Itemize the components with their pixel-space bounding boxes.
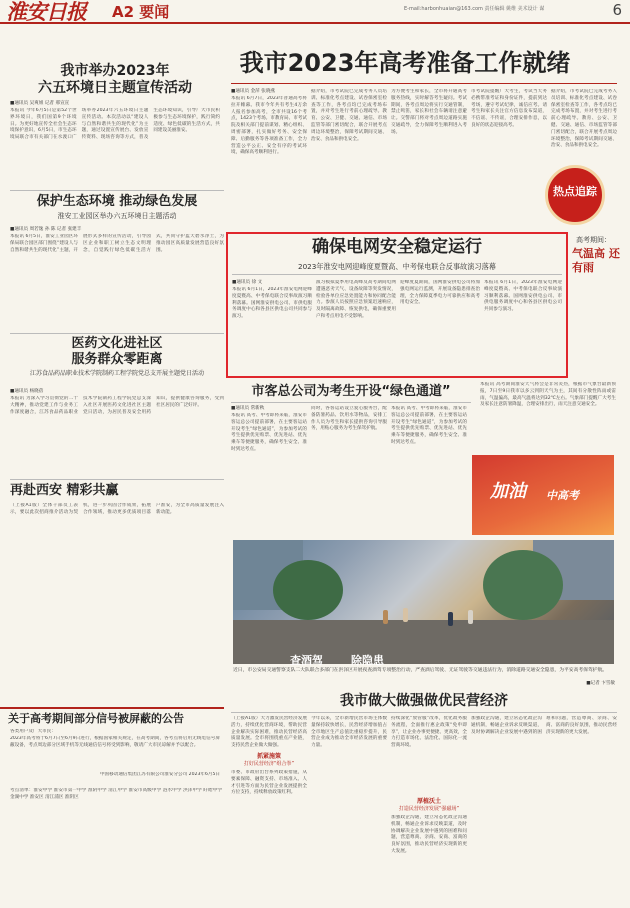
photo-title-1: 查酒驾 [290, 654, 323, 667]
green-channel-body-3: 本报讯 高考、中考即将来临，淮安市客运总公司提前部署，在主要客运站开设考生“绿色通道”，为参加考试的考生提供优先购票、优先进站、优先乘车等便捷服务，确保考生安全、准时到达考点。 [391, 406, 467, 445]
bottom-body-4: 持续深化“放管服”改革，优化政务服务流程，全面推行惠企政策“免申即享”，让企业办事更便捷、更高效，全力打造市场化、法治化、国际化一流营商环境。 [391, 716, 467, 749]
banner-body-1: 本报讯 6月7日，2023年普通高考将拉开帷幕。我市今年共有考生4万余人报名参加高考，全市共设16个考点，1423个考场。市教育局、市考试院及相关部门提前谋划、精心组织、周密部署，扎实做好考务、安全保障、后勤服务等各项准备工作，全力营造公平公正、安全有序的考试环境，确保高考顺利进行。 [231, 96, 307, 156]
bottom-subhead-2: 厚植沃土 [416, 798, 441, 805]
article-3-title-line-2: 服务群众零距离 [71, 352, 163, 367]
article-3-subtitle: 江苏食品药品职业技术学院制药工程学院党总支开展主题党日活动 [29, 370, 204, 377]
bottom-subhead-1: 抓紧施策 [256, 753, 281, 760]
banner-headline-text: 我市2023年高考准备工作就绪 [239, 49, 571, 77]
article-1-title-line-1: 我市举办2023年 [60, 63, 170, 79]
bottom-subhead-1b: 打好民营经济“组合拳” [243, 761, 295, 767]
article-2-body: 本报讯 6月5日，淮安工业园区环保局联合园区部门围绕“建设人与自然和谐共生的现代化”主题，开展形式多样的宣传活动，引导园区企业和职工树立生态文明理念，自觉践行绿色低碳生活方式，共同守护蓝天碧水净土，为推动园区高质量发展营造良好氛围。 [10, 234, 224, 253]
green-channel-title: 市客总公司为考生开设“绿色通道” [251, 384, 451, 399]
cheer-text-1: 加油 [490, 481, 526, 502]
article-3-byline: ■通讯员 杨晓蓓 [10, 389, 44, 394]
green-channel-body-1: 本报讯 高考、中考即将来临，淮安市客运总公司提前部署，在主要客运站开设考生“绿色通道”，为参加考试的考生提供优先购票、优先进站、优先乘车等便捷服务，确保考生安全、准时到达考点。 [231, 413, 307, 452]
bottom-body-1: （上接A1版）大力激发民营经济发展活力，持续优化营商环境，帮助民营企业解决实际困难，推动民营经济高质量发展。全市将围绕重点产业链，支持民营企业做大做强。 [231, 716, 307, 749]
banner-body-5: 据介绍，市考试院已完成考务人员培训、标准化考点建设、试卷保密室检查等工作，各考点均已完成考场布置，并对考生进行考前心理疏导。教育、公安、卫健、交通、通信、市场监管等部门密切配合，联合开展考点周边环境整治，保障考试期间交通、治安、食品和供电安全。 [551, 89, 617, 149]
notice-list: 考点清单：淮安中学 淮安市第一中学 淮阴中学 清江中学 淮安市高级中学 涟水中学 洪泽中学 盱眙中学 金湖中学 淮安区 清江浦区 淮阴区 [10, 788, 222, 800]
divider [231, 712, 617, 713]
newspaper-logo: 淮安日报 [6, 0, 86, 24]
masthead-meta: E-mail:harbonhuaian@163.com 责任编辑 姚维 美术设计 谋 [404, 6, 545, 12]
photo-title-2: 除隐患 [351, 654, 384, 667]
notice-body: 2023年高考将于6月7日至6月9日进行，根据国家相关规定，在高考期间，各考点将启用无线电信号屏蔽设备，考点周边部分区域手机等无线通信信号将受到影响，敬请广大市民谅解并予以配合。 [10, 736, 220, 748]
hot-topic-badge: 热点追踪 [545, 165, 605, 225]
article-1-title-line-2: 六五环境日主题宣传活动 [38, 80, 192, 96]
weather-title: 气温高 还有雨 [572, 247, 620, 274]
divider [232, 274, 562, 275]
article-2-title: 保护生态环境 推动绿色发展 [36, 194, 198, 209]
notice-greeting: 各类用户及广大市民： [10, 729, 56, 734]
article-2-byline: ■通讯员 周若逸 孙 陈 记者 张建丰 [10, 227, 82, 232]
article-3-title-line-1: 医药文化进社区 [71, 336, 163, 351]
divider [10, 479, 224, 480]
highlight-subtitle: 2023年淮安电网迎峰度夏暨高、中考保电联合反事故演习落幕 [298, 262, 496, 271]
notice-signature: 中国移动通信集团江苏有限公司淮安分公司 2023年6月5日 [99, 772, 220, 777]
divider [231, 402, 471, 403]
green-channel-byline: ■通讯员 常新秋 [231, 406, 265, 411]
divider [10, 333, 224, 334]
bottom-subhead-2b: 打造民营经济发展“强磁场” [398, 806, 460, 812]
highlight-body-4: 本报讯 6月1日，2023年淮安电网迎峰度夏暨高、中考保电联合反事故演习顺利落幕。国网淮安供电公司、市供电服务调度中心和各县区供电公司共同参与演习。 [484, 280, 562, 313]
article-2-subtitle: 淮安工业园区举办六五环境日主题活动 [57, 212, 177, 220]
article-3-body: 本报讯 为深入学习贯彻党的二十大精神，推动党建工作与业务工作深度融合，江苏食品药品职业技术学院制药工程学院党总支深入社区开展医药文化进社区主题党日活动，为居民普及安全用药知识，提供健康咨询服务，受到社区居民的广泛好评。 [10, 396, 224, 415]
banner-byline-1: ■通讯员 金萍 张晓燕 [231, 89, 276, 94]
section-label: A2 要闻 [112, 3, 170, 21]
highlight-body-3: 迎峰度夏期间，国网淮安供电公司将加强电网运行监测，开展设备隐患排查治理，全力保障夏季电力可靠供应和高考用电安全。 [400, 280, 480, 306]
photo-caption: 近日，市公安局交通警察支队二大队联合多部门在洪泽区开展夜查酒驾专项整治行动，严查酒后驾驶、无证驾驶等交通违法行为，消除道路交通安全隐患，为平安高考保驾护航。 [233, 668, 608, 673]
highlight-body-1: 本报讯 6月1日，2023年淮安电网迎峰度夏暨高、中考保电联合反事故演习顺利落幕。国网淮安供电公司、市供电服务调度中心和各县区供电公司共同参与演习。 [232, 287, 312, 320]
article-1-byline: ■通讯员 吴爽姐 记者 邢宣宣 [10, 101, 70, 106]
news-photo [233, 540, 614, 664]
highlight-byline: ■通讯员 徐 文 [232, 280, 263, 285]
highlight-body-2: 演习模拟夏季用电高峰及高考期间电网遭遇恶劣天气、设备故障等突发情况，检验各单位应急处置能力和协同配合能力。参演人员按照应急预案迅速响应，及时隔离故障、恢复供电，确保重要用户和考点用电不受影响。 [316, 280, 396, 319]
green-channel-body-2: 同时，各客运站设立爱心服务台，配备防暑药品、饮用水等物品，安排工作人员为考生和家长提供咨询引导服务，用贴心服务为考生保驾护航。 [311, 406, 387, 432]
photo-byline: ■记者 卞雪敏 [586, 681, 615, 686]
banner-body-2: 据介绍，市考试院已完成考务人员培训、标准化考点建设、试卷保密室检查等工作，各考点均已完成考场布置，并对考生进行考前心理疏导。教育、公安、卫健、交通、通信、市场监管等部门密切配合，联合开展考点周边环境整治，保障考试期间交通、治安、食品和供电安全。 [311, 89, 387, 142]
banner-headline [237, 49, 573, 77]
page-number: 6 [612, 1, 622, 19]
bottom-body-4b: 加强政企沟通，建立常态化政企沟通机制，畅通企业诉求反映渠道，及时协调解决企业发展中遇到的困难和问题，营造尊商、亲商、安商、富商的良好氛围，推动民营经济实现新的更大发展。 [391, 815, 467, 854]
bottom-body-5: 加强政企沟通，建立常态化政企沟通机制，畅通企业诉求反映渠道，及时协调解决企业发展中遇到的困难和问题，营造尊商、亲商、安商、富商的良好氛围，推动民营经济实现新的更大发展。 [471, 716, 617, 735]
weather-kicker: 高考期间： [576, 236, 611, 244]
banner-body-3: 为方便考生和家长，全市将开通高考服务热线，实时解答考生疑问。考试期间，各考点周边将实行交通管制，禁止鸣笛，家长和社会车辆请注意避让。交警部门将对考点周边道路实施交通疏导，全力保障考生顺利进入考场。 [391, 89, 467, 135]
masthead [0, 0, 630, 24]
bottom-headline: 我市做大做强做优民营经济 [340, 693, 508, 709]
divider [10, 190, 224, 191]
bottom-body-2: 市委、市政府出台系列政策措施，从要素保障、融资支持、市场准入、人才引进等方面为民营企业发展提供全方位支持，持续释放政策红利。 [231, 770, 307, 796]
cheer-banner [472, 455, 614, 535]
article-4-body: （上接A1版）全体干部员工表示，要以此次招商推介活动为契机，进一步巩固合作成果，拓展合作领域，推动更多优质项目落户淮安，为全市高质量发展注入新动能。 [10, 503, 224, 515]
banner-rule [231, 83, 617, 84]
article-4-title: 再赴西安 精彩共赢 [10, 483, 119, 498]
bottom-body-3: 今年以来，全市新增民营市场主体数量保持较快增长，民营经济增加值占全市地区生产总值比重稳步提升，民营企业成为推动全市经济发展的重要力量。 [311, 716, 387, 749]
cheer-text-2: 中高考 [546, 489, 579, 502]
banner-body-4: 市考试院提醒广大考生，考试当天务必携带准考证和身份证件，提前到达考场，遵守考试纪律，诚信应考。请考生和家长关注官方信息发布渠道，不信谣、不传谣，合理安排作息，以良好的状态迎接高考。 [471, 89, 547, 128]
weather-body: 本报讯 高考期间淮安天气将会是非常炎热，根据市气象台最新预报，7日至9日我市以多云到阴天气为主，其间有分散性阵雨或雷雨，气温偏高，最高气温将达到32℃左右。气象部门提醒广大考生及家长注意防暑降温，合理安排出行，雨天注意交通安全。 [480, 382, 616, 408]
notice-title: 关于高考期间部分信号被屏蔽的公告 [8, 712, 184, 725]
article-1-body: 本报讯 今年6月5日是第52个世界环境日，我们国第9个环境日。为更好地宣传全社会生态环境保护意识，6月5日，市生态环境局联合市有关部门在水渡口广场举办2023年六五环境日主题宣传活动。本次活动以“建设人与自然和谐共生的现代化”为主题，通过设置宣传展台、发放宣传资料、现场咨询等方式，普及生态环境知识，引导广大市民积极参与生态环境保护，践行简约适度、绿色低碳的生活方式，共同建设美丽淮安。 [10, 108, 220, 141]
highlight-title: 确保电网安全稳定运行 [312, 237, 482, 257]
